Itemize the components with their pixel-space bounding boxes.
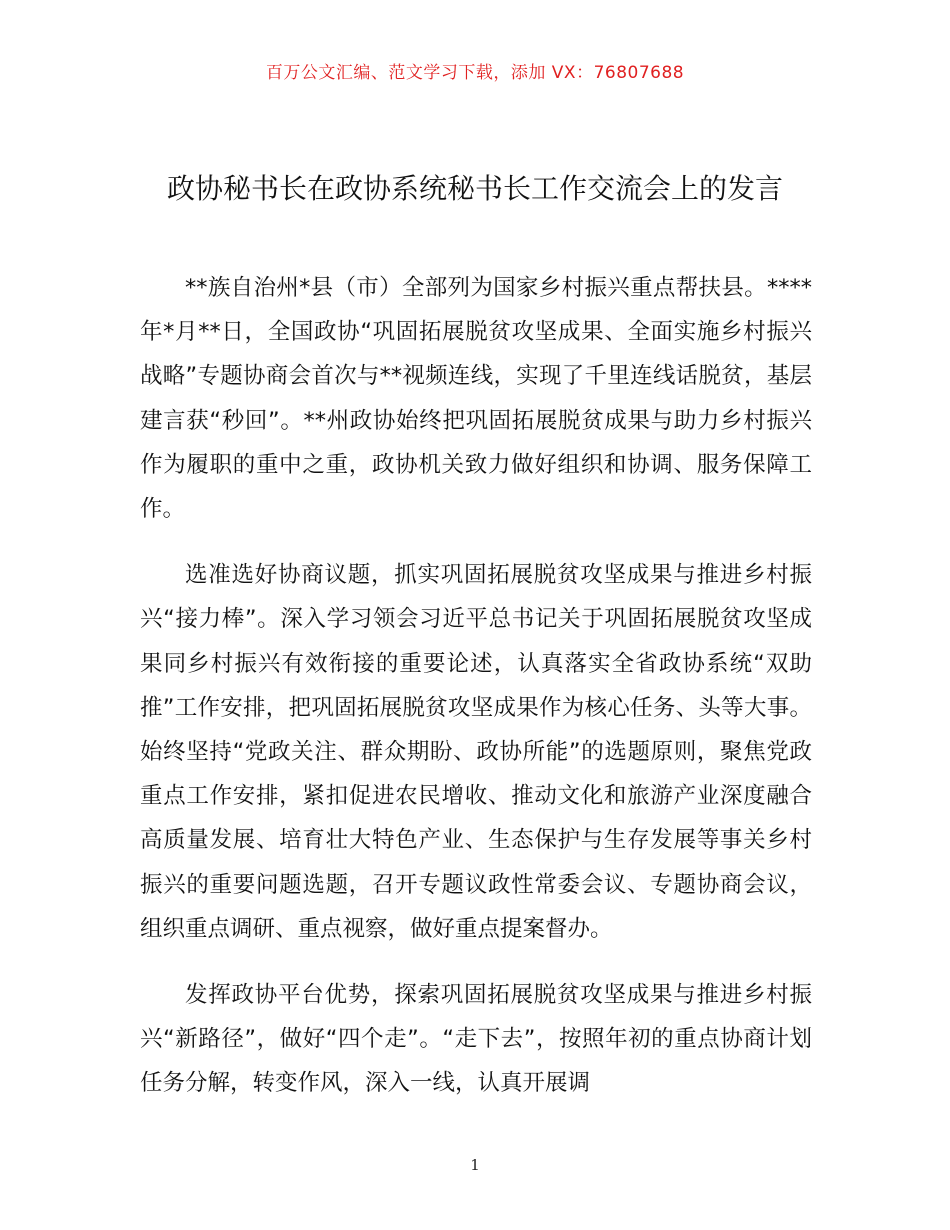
paragraph-2: 选准选好协商议题，抓实巩固拓展脱贫攻坚成果与推进乡村振兴“接力棒”。深入学习领会习近平总书记关于巩固拓展脱贫攻坚成果同乡村振兴有效衔接的重要论述，认真落实全省政协系统“双助推”工作安排，把巩固拓展脱贫攻坚成果作为核心任务、头等大事。始终坚持“党政关注、群众期盼、政协所能”的选题原则，聚焦党政重点工作安排，紧扣促进农民增收、推动文化和旅游产业深度融合高质量发展、培育壮大特色产业、生态保护与生存发展等事关乡村振兴的重要问题选题，召开专题议政性常委会议、专题协商会议，组织重点调研、重点视察，做好重点提案督办。 <box>140 562 812 942</box>
page-number: 1 <box>470 1156 480 1174</box>
paragraph-3: 发挥政协平台优势，探索巩固拓展脱贫攻坚成果与推进乡村振兴“新路径”，做好“四个走”。“走下去”，按照年初的重点协商计划任务分解，转变作风，深入一线，认真开展调 <box>140 982 812 1097</box>
paragraph-1: **族自治州*县（市）全部列为国家乡村振兴重点帮扶县。****年*月**日，全国政协“巩固拓展脱贫攻坚成果、全面实施乡村振兴战略”专题协商会首次与**视频连线，实现了千里连线话脱贫，基层建言获“秒回”。**州政协始终把巩固拓展脱贫成果与助力乡村振兴作为履职的重中之重，政协机关致力做好组织和协调、服务保障工作。 <box>140 275 812 523</box>
document-body <box>140 266 812 1128</box>
document-title: 政协秘书长在政协系统秘书长工作交流会上的发言 <box>166 172 783 205</box>
header-banner: 百万公文汇编、范文学习下载，添加 VX：76807688 <box>265 63 685 83</box>
